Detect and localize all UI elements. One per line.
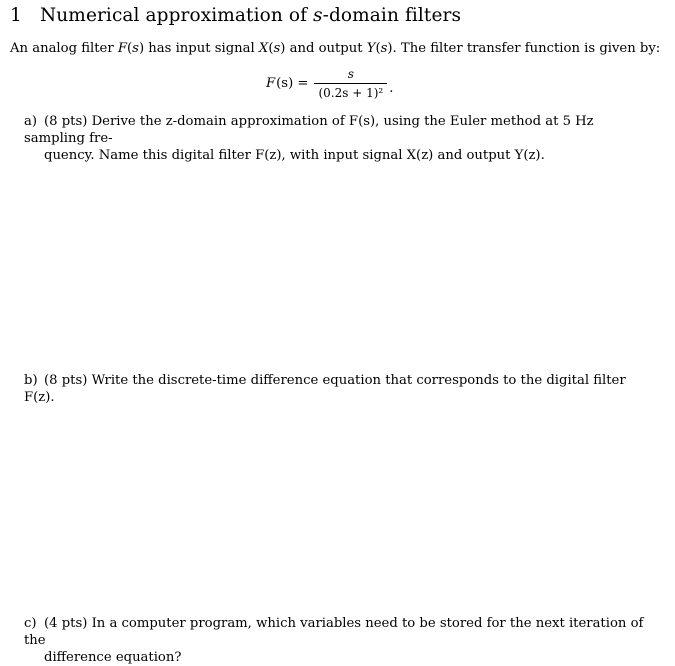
intro-text: ) has input signal [138, 41, 259, 56]
formula-lhs-F: F [266, 76, 276, 91]
question-b [24, 372, 654, 406]
question-c-line2: difference equation? [44, 650, 182, 665]
formula-fraction [314, 67, 387, 100]
transfer-function-formula [266, 67, 393, 100]
question-c-line1: (4 pts) In a computer program, which variables need to be stored for the next iteration of the [24, 616, 644, 648]
intro-text: ( [375, 41, 381, 56]
intro-var-s: s [273, 41, 281, 56]
formula-lhs-arg: (s) = [276, 76, 309, 91]
formula-denominator: (0.2s + 1)² [318, 86, 384, 100]
formula-end: . [389, 81, 394, 96]
question-c [24, 615, 654, 666]
question-c-label: c) [24, 616, 37, 631]
intro-text: ( [127, 41, 133, 56]
question-c-line1-wrap [24, 615, 654, 649]
section-title-var: s [313, 5, 323, 26]
intro-var-Y: Y [366, 41, 376, 56]
intro-paragraph [10, 41, 660, 56]
intro-var-s: s [132, 41, 139, 56]
question-a-label: a) [24, 114, 38, 129]
section-title [10, 5, 461, 26]
question-a-line1-wrap [24, 113, 644, 147]
intro-var-F: F [117, 41, 127, 56]
section-title-prefix: Numerical approximation of [40, 5, 314, 26]
question-b-label: b) [24, 373, 38, 388]
intro-text: An analog filter [10, 41, 118, 56]
question-a [24, 113, 654, 164]
intro-text: ) and output [280, 41, 367, 56]
formula-numerator: s [314, 67, 387, 84]
question-b-line1: (8 pts) Write the discrete-time difference equation that corresponds to the digital filter F(z). [24, 373, 626, 405]
intro-text: ). The filter transfer function is given by: [387, 41, 661, 56]
question-a-line1: (8 pts) Derive the z-domain approximation of F(s), using the Euler method at 5 Hz sampling fre- [24, 114, 594, 146]
section-title-suffix: -domain filters [322, 5, 462, 26]
intro-var-s: s [380, 41, 388, 56]
intro-var-X: X [258, 41, 269, 56]
intro-text: ( [268, 41, 274, 56]
question-a-line2: quency. Name this digital filter F(z), with input signal X(z) and output Y(z). [44, 148, 545, 163]
section-number: 1 [10, 5, 22, 26]
